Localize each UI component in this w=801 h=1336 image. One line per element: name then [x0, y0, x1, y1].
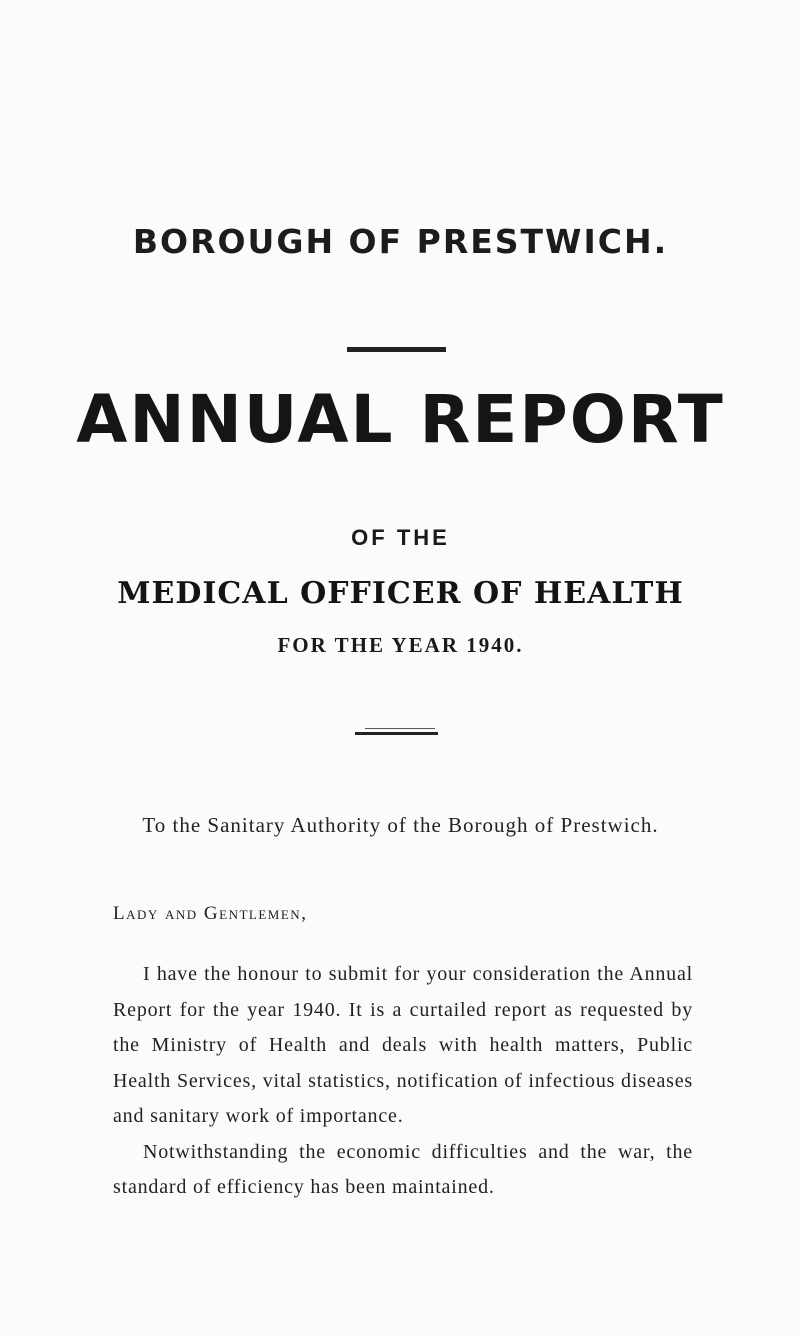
- middle-rule-thick: [355, 732, 438, 735]
- letter-body: [113, 957, 693, 1206]
- of-the-line: OF THE: [351, 525, 450, 550]
- top-rule: [347, 347, 446, 352]
- salutation: Lady and Gentlemen,: [113, 903, 308, 924]
- report-title: ANNUAL REPORT: [76, 381, 725, 458]
- borough-title: BOROUGH OF PRESTWICH.: [132, 222, 669, 261]
- year-line: FOR THE YEAR 1940.: [277, 633, 524, 657]
- addressee-line: To the Sanitary Authority of the Borough of Prestwich.: [142, 813, 659, 837]
- paragraph-1: I have the honour to submit for your consideration the Annual Report for the year 1940. It is a curtailed report as requested by the Ministry of Health and deals with health matters, Public Health Services, vital statistics, notification of infectious diseases and sanitary work of importance.: [113, 963, 693, 1127]
- paragraph-2: Notwithstanding the economic difficulties and the war, the standard of efficiency has been maintained.: [113, 1140, 693, 1198]
- officer-title: MEDICAL OFFICER OF HEALTH: [117, 576, 684, 611]
- middle-rule-thin: [365, 728, 435, 729]
- middle-rule: [355, 728, 438, 735]
